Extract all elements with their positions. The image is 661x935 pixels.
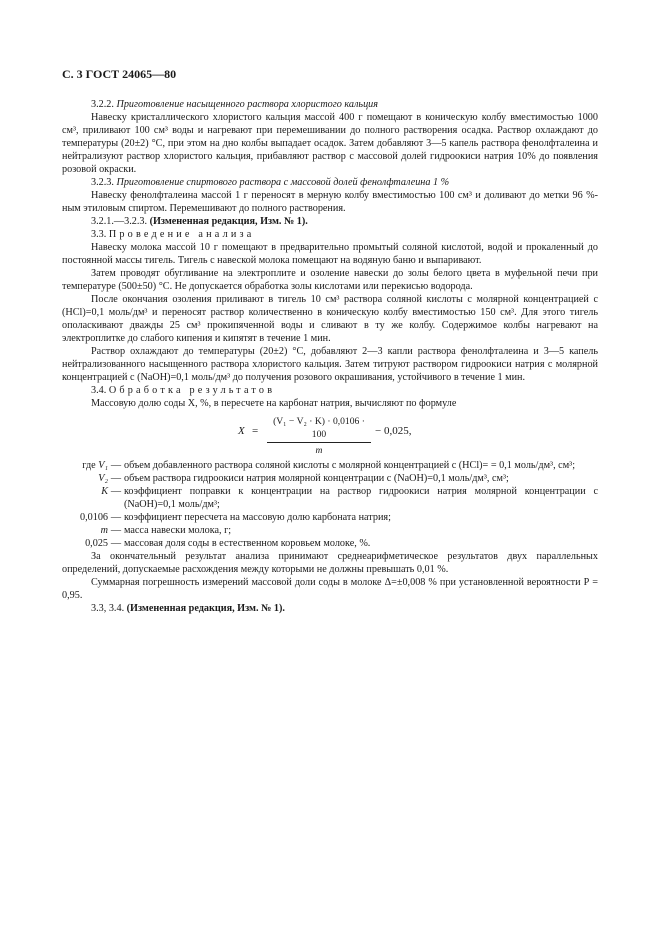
section-3-2-3-heading: 3.2.3. Приготовление спиртового раствора с массовой долей фенолфталеина 1 % — [91, 177, 450, 188]
paragraph: Затем проводят обугливание на электроплите и озоление навески до золы белого цвета в муфельной печи при температуре (500±50) °С. Не допускается обработка золы кислотами или перекисью водорода. — [62, 268, 598, 292]
definition-row: m — масса навески молока, г; — [100, 525, 232, 536]
definition-row: K — коэффициент поправки к концентрации на раствор гидроокиси натрия молярной концентрации с (NaOH)=0,1 моль/дм³; — [101, 486, 598, 510]
formula-tail: − 0,025, — [375, 425, 412, 437]
formula-numerator: (V₁ − V₂ · K) · 0,0106 · 100 — [267, 415, 371, 443]
page-header: С. 3 ГОСТ 24065—80 — [62, 67, 177, 81]
formula-denominator: m — [315, 445, 323, 456]
section-3-4-heading: 3.4. Обработка результатов — [91, 385, 276, 396]
section-title: Приготовление спиртового раствора с массовой долей фенолфталеина 1 % — [116, 177, 450, 188]
definition-row: где V₁ — объем добавленного раствора соляной кислоты с молярной концентрацией с (HCl)= = 0,1 моль/дм³, см³; — [82, 460, 576, 471]
section-3-3-heading: 3.3. Проведение анализа — [91, 229, 255, 240]
document-body — [62, 98, 598, 615]
definition-row: 0,025 — массовая доля соды в естественном коровьем молоке, %. — [85, 538, 371, 549]
formula-fraction — [267, 415, 371, 457]
paragraph: Массовую долю соды X, %, в пересчете на карбонат натрия, вычисляют по формуле — [91, 398, 457, 409]
section-title: Проведение анализа — [108, 229, 255, 240]
variable-definitions — [62, 459, 598, 550]
definition-row: V₂ — объем раствора гидроокиси натрия молярной концентрации с (NaOH)=0,1 моль/дм³, см³; — [98, 473, 509, 484]
formula-lhs: X — [238, 425, 245, 437]
paragraph: Раствор охлаждают до температуры (20±2) °С, добавляют 2—3 капли раствора фенолфталеина и 3—5 капель нейтрализованного насыщенного раствора хлористого кальция. Затем титруют раствором гидроокиси натрия с молярной концентрацией с (NaOH)=0,1 моль/дм³ до получения розового окрашивания, устойчивого в течение 1 мин. — [62, 346, 598, 383]
definition-row: 0,0106 — коэффициент пересчета на массовую долю карбоната натрия; — [79, 512, 391, 523]
section-3-2-2-heading: 3.2.2. Приготовление насыщенного раствора хлористого кальция — [91, 99, 378, 110]
paragraph: Навеску молока массой 10 г помещают в предварительно промытый соляной кислотой, водой и прокаленный до постоянной массы тигель. Тигель с навеской молока помещают на водяную баню и выпаривают. — [62, 242, 598, 266]
section-3-2-2-text: Навеску кристаллического хлористого кальция массой 400 г помещают в коническую колбу вместимостью 1000 см³, приливают 100 см³ воды и нагревают при перемешивании до полного растворения осадка. Раствор охлаждают до температуры (20±2) °С, при этом на дно колбы выпадает осадок. Затем добавляют 3—5 капель раствора фенолфталеина и нейтрализуют раствор хлористого кальция, прибавляют раствор с массовой долей гидроокиси натрия 10% до появления розовой окраски. — [62, 112, 598, 175]
amendment-note: 3.2.1.—3.2.3. (Измененная редакция, Изм. № 1). — [91, 216, 308, 227]
formula — [62, 415, 598, 455]
section-title: Обработка результатов — [108, 385, 276, 396]
paragraph: Суммарная погрешность измерений массовой доли соды в молоке Δ=±0,008 % при установленной вероятности Р = 0,95. — [62, 577, 598, 601]
paragraph: После окончания озоления приливают в тигель 10 см³ раствора соляной кислоты с молярной концентрацией с (HCl)=0,1 моль/дм³ и переносят раствор количественно в коническую колбу вместимостью 150 см³. Для этого тигель ополаскивают дважды 25 см³ прокипяченной воды и сливают в ту же колбу. Содержимое колбы нагревают на электроплитке до слабого кипения и кипятят в течение 1 мин. — [62, 294, 598, 344]
amendment-note: 3.3, 3.4. (Измененная редакция, Изм. № 1). — [91, 603, 285, 614]
formula-equals: = — [252, 425, 259, 437]
paragraph: За окончательный результат анализа принимают среднеарифметическое результатов двух параллельных определений, допускаемые расхождения между которыми не должны превышать 0,01 %. — [62, 551, 598, 575]
section-title: Приготовление насыщенного раствора хлористого кальция — [116, 99, 378, 110]
section-3-2-3-text: Навеску фенолфталеина массой 1 г переносят в мерную колбу вместимостью 100 см³ и доливают до метки 96 %-ным этиловым спиртом. Перемешивают до полного растворения. — [62, 190, 598, 214]
